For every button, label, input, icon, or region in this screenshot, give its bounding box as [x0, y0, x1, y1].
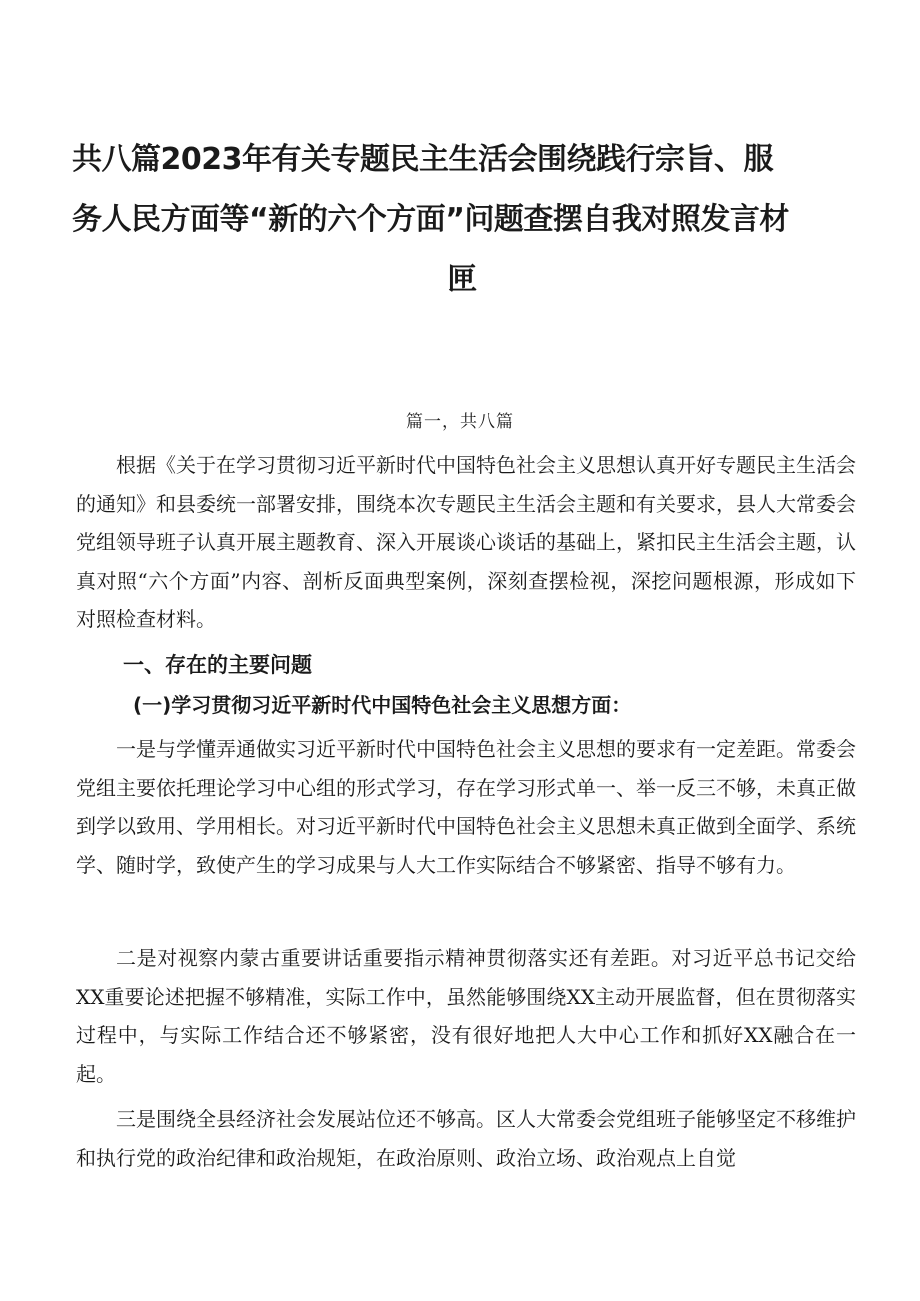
paragraph-problem-3: 三是围绕全县经济社会发展站位还不够高。区人大常委会党组班子能够坚定不移维护和执行党的政治纪律和政治规矩，在政治原则、政治立场、政治观点上自觉	[76, 1107, 856, 1170]
paragraph-problem-2: 二是对视察内蒙古重要讲话重要指示精神贯彻落实还有差距。对习近平总书记交给XX重要论述把握不够精准，实际工作中，虽然能够围绕XX主动开展监督，但在贯彻落实过程中，与实际工作结合还不够紧密，没有很好地把人大中心工作和抓好XX融合在一起。	[76, 946, 856, 1086]
subsection-heading: (一)学习贯彻习近平新时代中国特色社会主义思想方面：	[133, 693, 632, 717]
title-line-3: 匣	[447, 262, 477, 297]
document-title	[72, 130, 852, 310]
title-line-2: 务人民方面等“新的六个方面”问题查摆自我对照发言材	[72, 202, 789, 237]
section-heading: 一、存在的主要问题	[123, 653, 312, 677]
title-line-1: 共八篇2023年有关专题民主生活会围绕践行宗旨、服	[72, 142, 773, 177]
document-subtitle: 篇一，共八篇	[406, 412, 514, 432]
intro-paragraph: 根据《关于在学习贯彻习近平新时代中国特色社会主义思想认真开好专题民主生活会的通知》和县委统一部署安排，围绕本次专题民主生活会主题和有关要求，县人大常委会党组领导班子认真开展主题教育、深入开展谈心谈话的基础上，紧扣民主生活会主题，认真对照“六个方面”内容、剖析反面典型案例，深刻查摆检视，深挖问题根源，形成如下对照检查材料。	[76, 453, 856, 631]
paragraph-problem-1: 一是与学懂弄通做实习近平新时代中国特色社会主义思想的要求有一定差距。常委会党组主要依托理论学习中心组的形式学习，存在学习形式单一、举一反三不够，未真正做到学以致用、学用相长。对习近平新时代中国特色社会主义思想未真正做到全面学、系统学、随时学，致使产生的学习成果与人大工作实际结合不够紧密、指导不够有力。	[76, 737, 856, 877]
